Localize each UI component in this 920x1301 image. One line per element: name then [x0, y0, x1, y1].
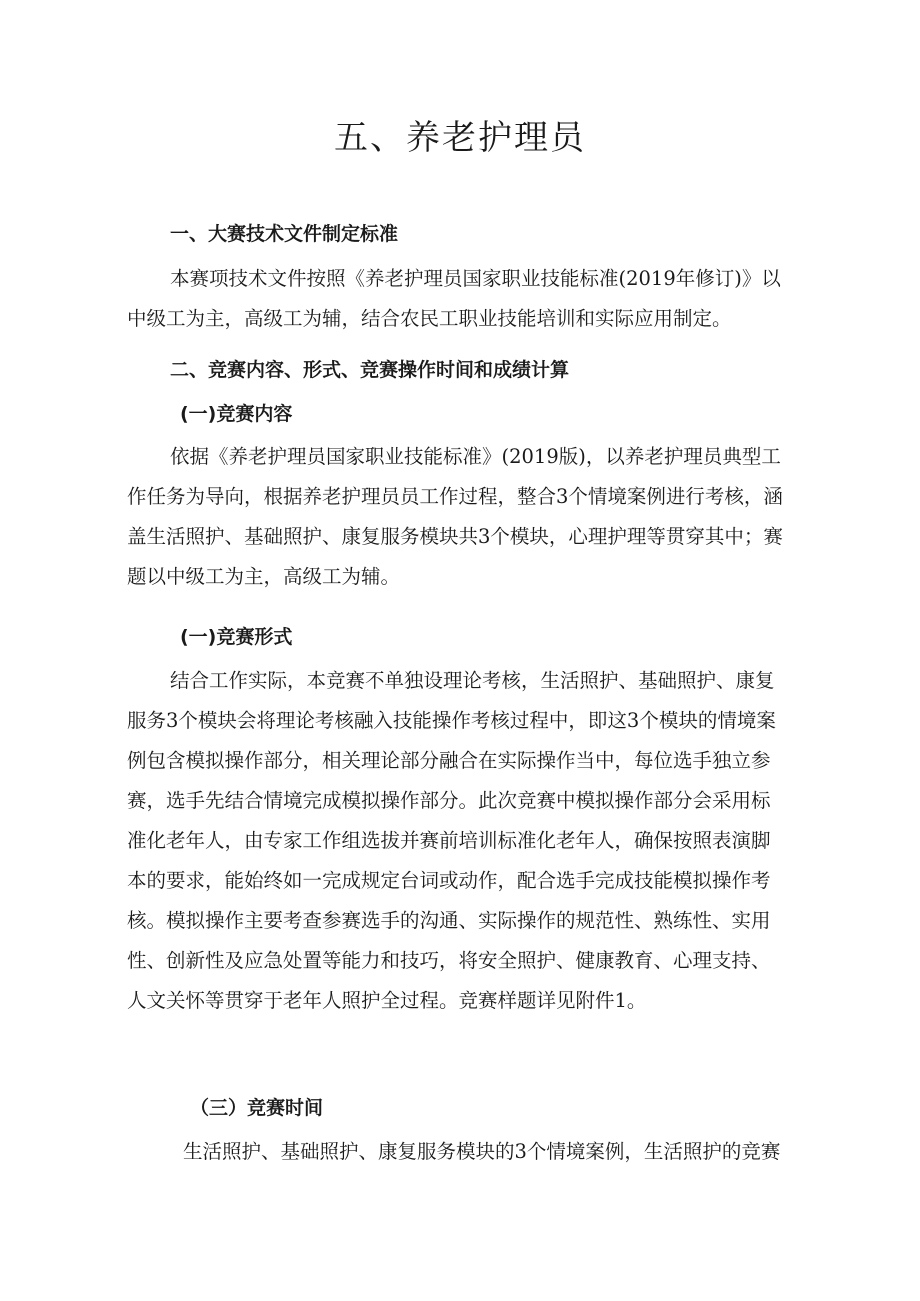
paragraph-line: 赛，选手先结合情境完成模拟操作部分。此次竞赛中模拟操作部分会采用标	[127, 789, 771, 812]
paragraph-line: 题以中级工为主，高级工为辅。	[127, 565, 401, 588]
paragraph-line: 例包含模拟操作部分，相关理论部分融合在实际操作当中，每位选手独立参	[127, 749, 771, 772]
paragraph-line: 生活照护、基础照护、康复服务模块的3个情境案例，生活照护的竞赛	[183, 1140, 781, 1163]
paragraph-line: 本赛项技术文件按照《养老护理员国家职业技能标准(2019年修订)》以	[170, 267, 781, 290]
paragraph-line: 准化老年人，由专家工作组选拔并赛前培训标准化老年人，确保按照表演脚	[127, 829, 771, 852]
subsection-2-heading: (一)竞赛形式	[180, 626, 293, 648]
section-1-paragraph	[127, 259, 797, 339]
paragraph-line: 结合工作实际，本竞赛不单独设理论考核，生活照护、基础照护、康复	[170, 669, 775, 692]
subsection-3-heading: （三）竞赛时间	[190, 1097, 324, 1119]
paragraph-line: 服务3个模块会将理论考核融入技能操作考核过程中，即这3个模块的情境案	[127, 709, 776, 732]
paragraph-line: 核。模拟操作主要考查参赛选手的沟通、实际操作的规范性、熟练性、实用	[127, 909, 771, 932]
paragraph-line: 性、创新性及应急处置等能力和技巧，将安全照护、健康教育、心理支持、	[127, 949, 771, 972]
subsection-2-paragraph	[127, 661, 797, 1021]
section-2-heading: 二、竞赛内容、形式、竞赛操作时间和成绩计算	[170, 359, 570, 381]
page-title: 五、养老护理员	[334, 118, 586, 158]
paragraph-line: 作任务为导向，根据养老护理员员工作过程，整合3个情境案例进行考核，涵	[127, 485, 783, 508]
paragraph-line: 盖生活照护、基础照护、康复服务模块共3个模块，心理护理等贯穿其中；赛	[127, 525, 783, 548]
section-1-heading: 一、大赛技术文件制定标准	[170, 223, 399, 245]
paragraph-line: 中级工为主，高级工为辅，结合农民工职业技能培训和实际应用制定。	[127, 307, 732, 330]
subsection-3-paragraph	[140, 1132, 800, 1172]
paragraph-line: 依据《养老护理员国家职业技能标准》(2019版)，以养老护理员典型工	[170, 445, 781, 468]
subsection-1-heading: (一)竞赛内容	[180, 403, 293, 425]
subsection-1-paragraph	[127, 437, 797, 597]
paragraph-line: 人文关怀等贯穿于老年人照护全过程。竞赛样题详见附件1。	[127, 989, 647, 1012]
paragraph-line: 本的要求，能始终如一完成规定台词或动作，配合选手完成技能模拟操作考	[127, 869, 771, 892]
